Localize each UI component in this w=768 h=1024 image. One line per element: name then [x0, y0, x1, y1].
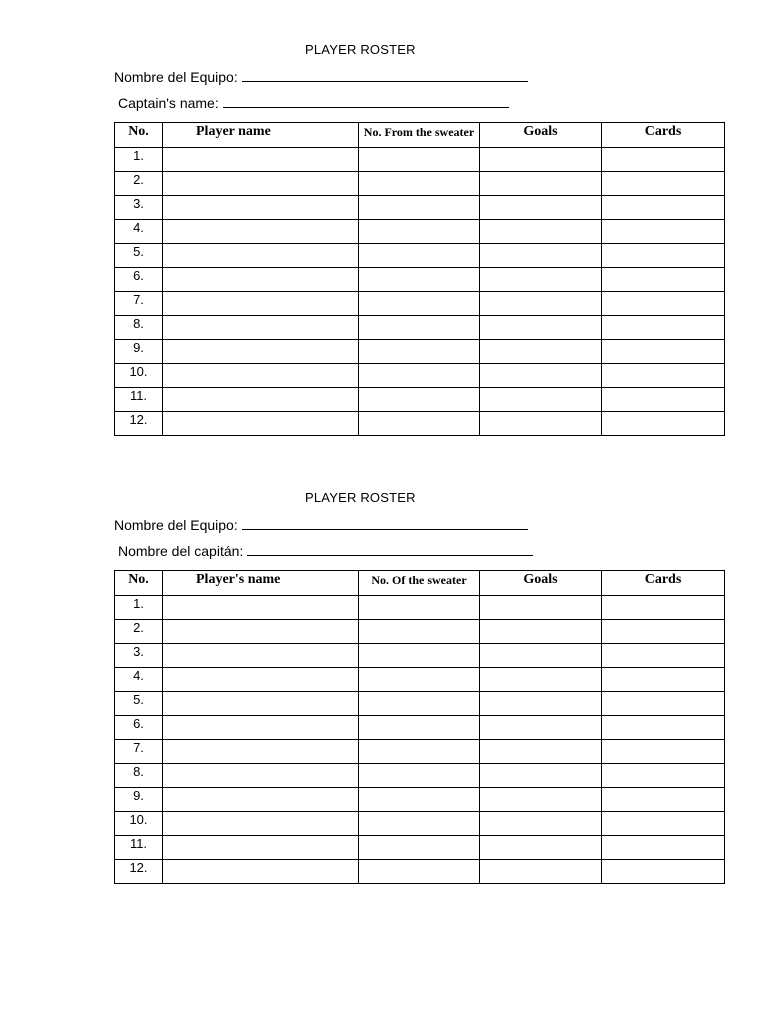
goals-cell[interactable]	[480, 764, 602, 788]
sweater-number-cell[interactable]	[359, 388, 480, 412]
row-number: 10.	[115, 364, 163, 388]
captain-name-label: Captain's name:	[118, 95, 219, 111]
cards-cell[interactable]	[602, 172, 725, 196]
sweater-number-cell[interactable]	[359, 836, 480, 860]
goals-cell[interactable]	[480, 644, 602, 668]
cards-cell[interactable]	[602, 148, 725, 172]
sweater-number-cell[interactable]	[359, 668, 480, 692]
team-name-blank[interactable]	[242, 69, 528, 82]
row-number: 1.	[115, 596, 163, 620]
goals-cell[interactable]	[480, 620, 602, 644]
sweater-number-cell[interactable]	[359, 196, 480, 220]
header-no: No.	[115, 123, 163, 148]
row-number: 3.	[115, 644, 163, 668]
header-cards: Cards	[602, 123, 725, 148]
row-number: 4.	[115, 220, 163, 244]
header-player-name: Player's name	[163, 571, 359, 596]
team-name-field	[114, 517, 528, 533]
cards-cell[interactable]	[602, 412, 725, 436]
sweater-number-cell[interactable]	[359, 244, 480, 268]
cards-cell[interactable]	[602, 340, 725, 364]
sweater-number-cell[interactable]	[359, 644, 480, 668]
player-name-cell[interactable]	[163, 292, 359, 316]
row-number: 11.	[115, 388, 163, 412]
goals-cell[interactable]	[480, 740, 602, 764]
goals-cell[interactable]	[480, 196, 602, 220]
sweater-number-cell[interactable]	[359, 716, 480, 740]
team-name-blank[interactable]	[242, 517, 528, 530]
cards-cell[interactable]	[602, 860, 725, 884]
table-row	[115, 860, 725, 884]
sweater-number-cell[interactable]	[359, 620, 480, 644]
row-number: 10.	[115, 812, 163, 836]
goals-cell[interactable]	[480, 596, 602, 620]
sweater-number-cell[interactable]	[359, 740, 480, 764]
row-number: 9.	[115, 340, 163, 364]
row-number: 1.	[115, 148, 163, 172]
captain-name-blank[interactable]	[247, 543, 533, 556]
goals-cell[interactable]	[480, 860, 602, 884]
row-number: 8.	[115, 316, 163, 340]
table-row	[115, 196, 725, 220]
row-number: 2.	[115, 620, 163, 644]
player-name-cell[interactable]	[163, 740, 359, 764]
table-header-row	[115, 123, 725, 148]
sweater-number-cell[interactable]	[359, 764, 480, 788]
table-row	[115, 172, 725, 196]
sweater-number-cell[interactable]	[359, 812, 480, 836]
sweater-number-cell[interactable]	[359, 340, 480, 364]
header-sweater-number: No. Of the sweater	[359, 571, 480, 596]
header-goals: Goals	[480, 123, 602, 148]
goals-cell[interactable]	[480, 788, 602, 812]
sweater-number-cell[interactable]	[359, 596, 480, 620]
table-row	[115, 244, 725, 268]
header-goals: Goals	[480, 571, 602, 596]
goals-cell[interactable]	[480, 268, 602, 292]
goals-cell[interactable]	[480, 812, 602, 836]
cards-cell[interactable]	[602, 692, 725, 716]
cards-cell[interactable]	[602, 764, 725, 788]
row-number: 7.	[115, 292, 163, 316]
sweater-number-cell[interactable]	[359, 860, 480, 884]
row-number: 6.	[115, 268, 163, 292]
player-name-cell[interactable]	[163, 268, 359, 292]
table-row	[115, 740, 725, 764]
row-number: 12.	[115, 860, 163, 884]
sweater-number-cell[interactable]	[359, 172, 480, 196]
player-name-cell[interactable]	[163, 716, 359, 740]
cards-cell[interactable]	[602, 596, 725, 620]
table-row	[115, 364, 725, 388]
goals-cell[interactable]	[480, 412, 602, 436]
roster-title: PLAYER ROSTER	[305, 42, 416, 57]
sweater-number-cell[interactable]	[359, 292, 480, 316]
table-row	[115, 268, 725, 292]
table-row	[115, 316, 725, 340]
table-row	[115, 596, 725, 620]
goals-cell[interactable]	[480, 716, 602, 740]
table-row	[115, 836, 725, 860]
captain-name-field	[118, 95, 509, 111]
table-row	[115, 644, 725, 668]
row-number: 11.	[115, 836, 163, 860]
row-number: 4.	[115, 668, 163, 692]
roster-table	[114, 122, 725, 436]
player-name-cell[interactable]	[163, 244, 359, 268]
player-name-cell[interactable]	[163, 412, 359, 436]
table-row	[115, 620, 725, 644]
table-row	[115, 412, 725, 436]
goals-cell[interactable]	[480, 836, 602, 860]
cards-cell[interactable]	[602, 620, 725, 644]
table-header-row	[115, 571, 725, 596]
table-row	[115, 716, 725, 740]
table-row	[115, 388, 725, 412]
cards-cell[interactable]	[602, 812, 725, 836]
player-name-cell[interactable]	[163, 148, 359, 172]
sweater-number-cell[interactable]	[359, 148, 480, 172]
row-number: 8.	[115, 764, 163, 788]
table-row	[115, 340, 725, 364]
goals-cell[interactable]	[480, 340, 602, 364]
table-row	[115, 668, 725, 692]
table-row	[115, 692, 725, 716]
cards-cell[interactable]	[602, 220, 725, 244]
table-row	[115, 788, 725, 812]
player-name-cell[interactable]	[163, 172, 359, 196]
cards-cell[interactable]	[602, 668, 725, 692]
sweater-number-cell[interactable]	[359, 788, 480, 812]
player-name-cell[interactable]	[163, 196, 359, 220]
row-number: 5.	[115, 692, 163, 716]
team-name-label: Nombre del Equipo:	[114, 69, 238, 85]
goals-cell[interactable]	[480, 172, 602, 196]
goals-cell[interactable]	[480, 148, 602, 172]
cards-cell[interactable]	[602, 196, 725, 220]
player-name-cell[interactable]	[163, 220, 359, 244]
goals-cell[interactable]	[480, 292, 602, 316]
row-number: 5.	[115, 244, 163, 268]
cards-cell[interactable]	[602, 292, 725, 316]
roster-table	[114, 570, 725, 884]
table-row	[115, 148, 725, 172]
player-name-cell[interactable]	[163, 340, 359, 364]
cards-cell[interactable]	[602, 716, 725, 740]
sweater-number-cell[interactable]	[359, 412, 480, 436]
sweater-number-cell[interactable]	[359, 692, 480, 716]
team-name-field	[114, 69, 528, 85]
row-number: 9.	[115, 788, 163, 812]
sweater-number-cell[interactable]	[359, 268, 480, 292]
goals-cell[interactable]	[480, 220, 602, 244]
player-name-cell[interactable]	[163, 764, 359, 788]
goals-cell[interactable]	[480, 668, 602, 692]
player-name-cell[interactable]	[163, 812, 359, 836]
cards-cell[interactable]	[602, 644, 725, 668]
row-number: 12.	[115, 412, 163, 436]
cards-cell[interactable]	[602, 268, 725, 292]
cards-cell[interactable]	[602, 740, 725, 764]
sweater-number-cell[interactable]	[359, 316, 480, 340]
player-name-cell[interactable]	[163, 388, 359, 412]
player-name-cell[interactable]	[163, 364, 359, 388]
cards-cell[interactable]	[602, 316, 725, 340]
header-no: No.	[115, 571, 163, 596]
player-name-cell[interactable]	[163, 788, 359, 812]
cards-cell[interactable]	[602, 244, 725, 268]
goals-cell[interactable]	[480, 388, 602, 412]
player-name-cell[interactable]	[163, 620, 359, 644]
table-row	[115, 812, 725, 836]
roster-title: PLAYER ROSTER	[305, 490, 416, 505]
player-name-cell[interactable]	[163, 668, 359, 692]
goals-cell[interactable]	[480, 244, 602, 268]
table-row	[115, 764, 725, 788]
goals-cell[interactable]	[480, 692, 602, 716]
sweater-number-cell[interactable]	[359, 220, 480, 244]
row-number: 2.	[115, 172, 163, 196]
player-name-cell[interactable]	[163, 644, 359, 668]
captain-name-field	[118, 543, 533, 559]
player-name-cell[interactable]	[163, 692, 359, 716]
row-number: 6.	[115, 716, 163, 740]
player-name-cell[interactable]	[163, 836, 359, 860]
header-sweater-number: No. From the sweater	[359, 123, 480, 148]
cards-cell[interactable]	[602, 836, 725, 860]
team-name-label: Nombre del Equipo:	[114, 517, 238, 533]
captain-name-blank[interactable]	[223, 95, 509, 108]
captain-name-label: Nombre del capitán:	[118, 543, 244, 559]
player-name-cell[interactable]	[163, 860, 359, 884]
cards-cell[interactable]	[602, 788, 725, 812]
header-player-name: Player name	[163, 123, 359, 148]
cards-cell[interactable]	[602, 364, 725, 388]
table-row	[115, 292, 725, 316]
row-number: 3.	[115, 196, 163, 220]
goals-cell[interactable]	[480, 316, 602, 340]
sweater-number-cell[interactable]	[359, 364, 480, 388]
player-name-cell[interactable]	[163, 596, 359, 620]
header-cards: Cards	[602, 571, 725, 596]
goals-cell[interactable]	[480, 364, 602, 388]
player-name-cell[interactable]	[163, 316, 359, 340]
cards-cell[interactable]	[602, 388, 725, 412]
table-row	[115, 220, 725, 244]
row-number: 7.	[115, 740, 163, 764]
